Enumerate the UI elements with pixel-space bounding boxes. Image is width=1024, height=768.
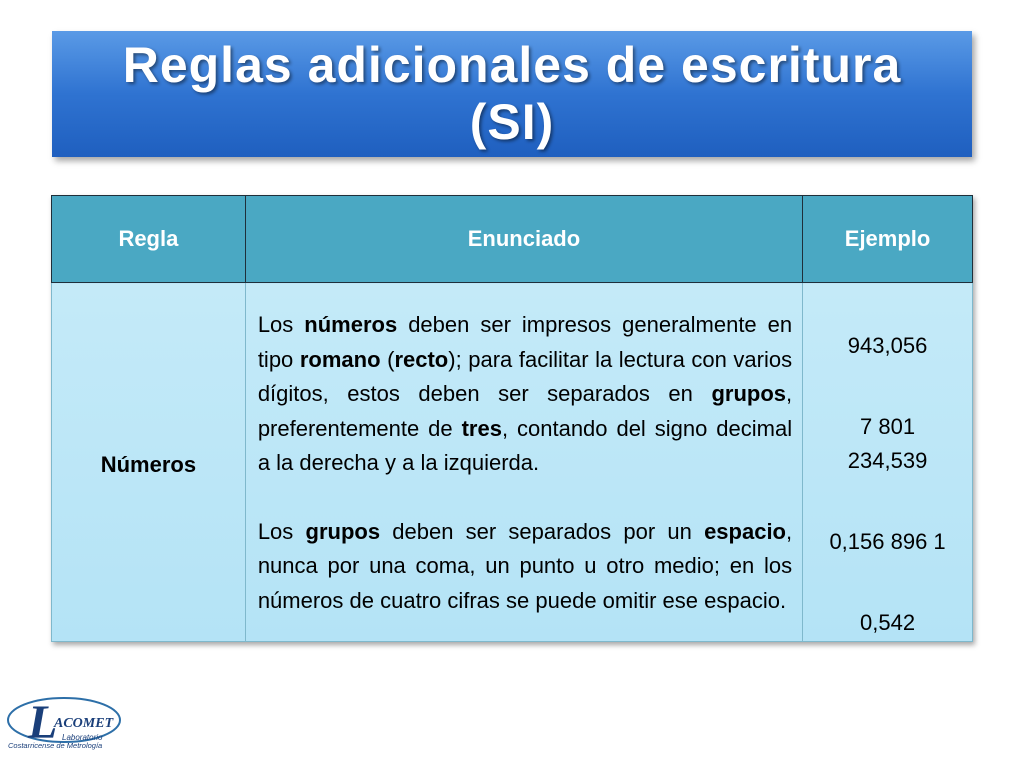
emphasis-term: recto <box>394 346 449 372</box>
logo-line2: Costarricense de Metrología <box>8 741 103 750</box>
rule-cell: Números <box>52 283 246 642</box>
statement-paragraph-1: Los números deben ser impresos generalmente en tipo romano (recto); para facilitar la lectura con varios dígitos, estos deben ser separados en grupos, preferentemente de tres, contando del signo decimal a la derecha y a la izquierda. <box>257 312 793 475</box>
example-value: 0,542 <box>860 610 916 635</box>
example-value: 7 801 <box>860 414 916 439</box>
example-value: 234,539 <box>847 448 928 473</box>
emphasis-term: tres <box>461 415 502 441</box>
slide-title: Reglas adicionales de escritura (SI) <box>122 37 902 150</box>
lacomet-logo <box>4 690 128 762</box>
emphasis-term: romano <box>299 346 381 372</box>
emphasis-term: grupos <box>711 381 786 406</box>
rules-table <box>51 195 973 642</box>
statement-cell <box>245 283 802 642</box>
logo-name: ACOMET <box>54 716 114 731</box>
logo-line1: Laboratorio <box>62 733 103 742</box>
header-enunciado: Enunciado <box>245 196 802 283</box>
statement-paragraph-2: Los grupos deben ser separados por un espacio, nunca por una coma, un punto u otro medio; en los números de cuatro cifras se puede omitir ese espacio. <box>257 518 793 613</box>
table-header-row <box>52 196 973 283</box>
logo-letter: L <box>28 696 58 749</box>
header-ejemplo: Ejemplo <box>803 196 973 283</box>
emphasis-term: números <box>304 312 398 337</box>
header-regla: Regla <box>52 196 246 283</box>
example-value: 943,056 <box>847 333 928 358</box>
emphasis-term: grupos <box>305 518 381 544</box>
table-row <box>52 283 973 642</box>
slide-title-bar <box>52 31 972 157</box>
example-cell <box>803 283 973 642</box>
emphasis-term: espacio <box>704 518 786 544</box>
example-value: 0,156 896 1 <box>829 529 946 554</box>
